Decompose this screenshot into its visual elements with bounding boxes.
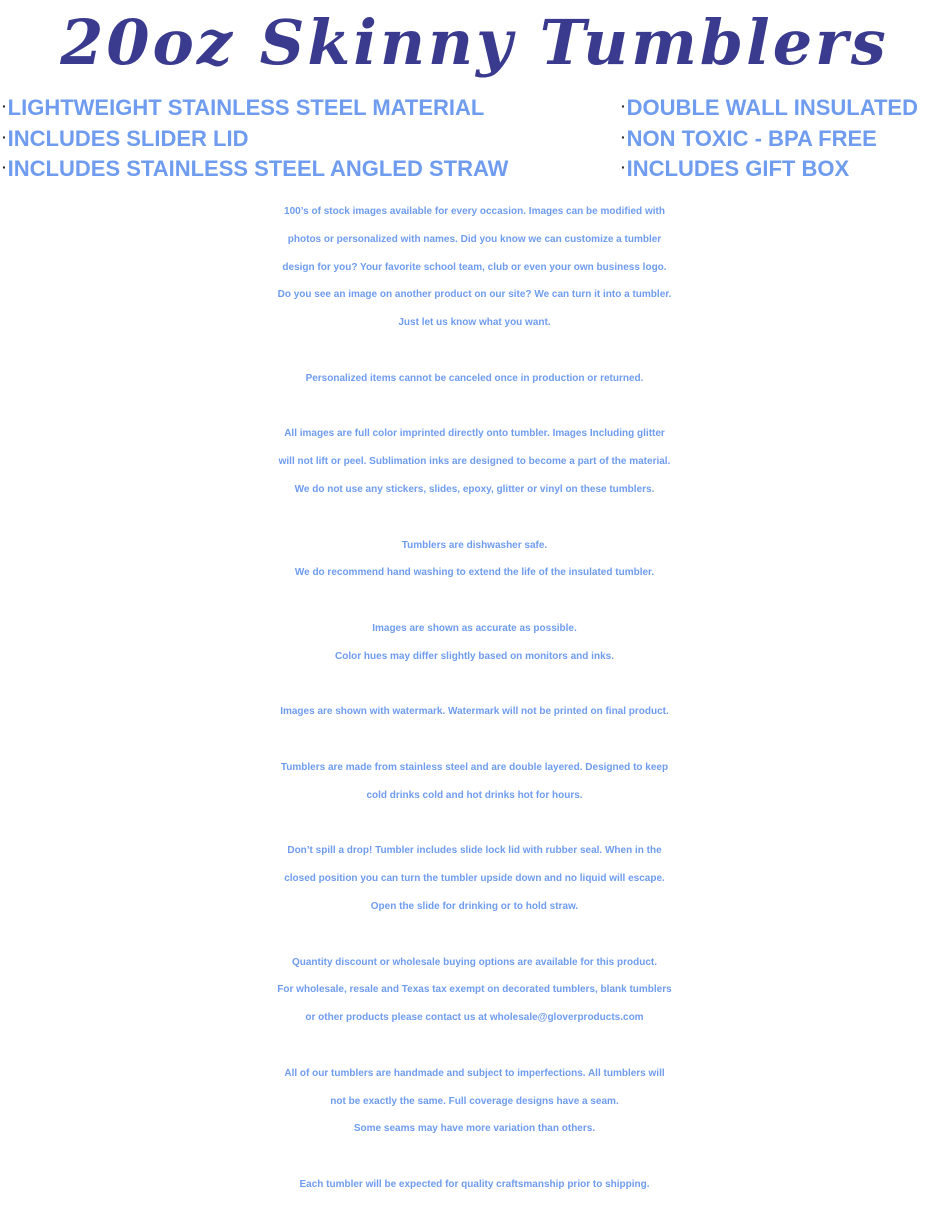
paragraph-dishwasher	[0, 532, 949, 588]
paragraph-stock-images	[0, 198, 949, 337]
text-line: All images are full color imprinted directly onto tumbler. Images Including glitter	[284, 428, 665, 440]
text-line: Open the slide for drinking or to hold straw.	[370, 900, 579, 912]
text-line: Don’t spill a drop! Tumbler includes slide lock lid with rubber seal. When in the	[287, 845, 662, 857]
text-line: Tumblers are dishwasher safe.	[401, 539, 548, 551]
paragraph-wholesale	[0, 949, 949, 1032]
paragraph-accuracy	[0, 615, 949, 671]
text-line: photos or personalized with names. Did you know we can customize a tumbler	[287, 233, 662, 245]
feature-list	[0, 92, 949, 182]
bullet-icon: ·	[2, 128, 7, 145]
feature-item	[2, 92, 508, 123]
text-line: closed position you can turn the tumbler upside down and no liquid will escape.	[284, 873, 665, 885]
feature-item	[621, 92, 918, 123]
feature-label: INCLUDES GIFT BOX	[626, 156, 850, 181]
text-line: 100’s of stock images available for every occasion. Images can be modified with	[284, 206, 665, 217]
feature-label: INCLUDES SLIDER LID	[7, 125, 249, 151]
feature-item	[621, 123, 918, 154]
text-line: will not lift or peel. Sublimation inks are designed to become a part of the material.	[278, 456, 671, 468]
feature-item	[2, 153, 508, 184]
paragraph-handmade	[0, 1060, 949, 1143]
paragraph-lid	[0, 837, 949, 920]
feature-column-right	[621, 92, 918, 184]
text-line: We do recommend hand washing to extend the life of the insulated tumbler.	[294, 567, 655, 579]
paragraph-full-color	[0, 420, 949, 503]
text-line: We do not use any stickers, slides, epoxy, glitter or vinyl on these tumblers.	[294, 483, 655, 495]
bullet-icon: ·	[621, 159, 626, 175]
text-line: Personalized items cannot be canceled once in production or returned.	[305, 372, 644, 384]
bullet-icon: ·	[621, 98, 626, 114]
text-line: Tumblers are made from stainless steel and are double layered. Designed to keep	[280, 761, 669, 773]
text-line: Images are shown with watermark. Watermark will not be printed on final product.	[280, 706, 669, 718]
feature-item	[621, 153, 918, 184]
text-line: not be exactly the same. Full coverage designs have a seam.	[330, 1095, 619, 1107]
paragraph-quality	[0, 1171, 949, 1199]
text-line: Some seams may have more variation than others.	[353, 1123, 596, 1135]
bullet-icon: ·	[621, 128, 626, 145]
text-line: design for you? Your favorite school team, club or even your own business logo.	[282, 261, 667, 273]
text-line: For wholesale, resale and Texas tax exempt on decorated tumblers, blank tumblers	[277, 984, 672, 996]
feature-label: NON TOXIC - BPA FREE	[626, 125, 877, 151]
feature-item	[2, 123, 508, 154]
text-line: All of our tumblers are handmade and subject to imperfections. All tumblers will	[284, 1067, 665, 1079]
paragraph-watermark	[0, 698, 949, 726]
bullet-icon: ·	[2, 98, 7, 114]
feature-column-left	[2, 92, 508, 184]
feature-label: LIGHTWEIGHT STAINLESS STEEL MATERIAL	[7, 95, 485, 120]
paragraph-personalized	[0, 365, 949, 393]
bullet-icon: ·	[2, 159, 7, 175]
text-line: cold drinks cold and hot drinks hot for hours.	[366, 789, 583, 801]
text-line: Do you see an image on another product on our site? We can turn it into a tumbler.	[277, 289, 672, 301]
text-line: Each tumbler will be expected for quality craftsmanship prior to shipping.	[299, 1178, 650, 1190]
text-line: or other products please contact us at wholesale@gloverproducts.com	[305, 1012, 644, 1024]
feature-label: DOUBLE WALL INSULATED	[626, 95, 918, 120]
product-description	[0, 198, 949, 1226]
text-line: Images are shown as accurate as possible.	[372, 622, 577, 634]
text-line: Quantity discount or wholesale buying options are available for this product.	[291, 956, 658, 968]
paragraph-stainless	[0, 754, 949, 810]
feature-label: INCLUDES STAINLESS STEEL ANGLED STRAW	[7, 156, 509, 181]
text-line: Color hues may differ slightly based on monitors and inks.	[335, 650, 614, 662]
page-title: 20oz Skinny Tumblers	[60, 6, 889, 79]
text-line: Just let us know what you want.	[398, 317, 551, 329]
